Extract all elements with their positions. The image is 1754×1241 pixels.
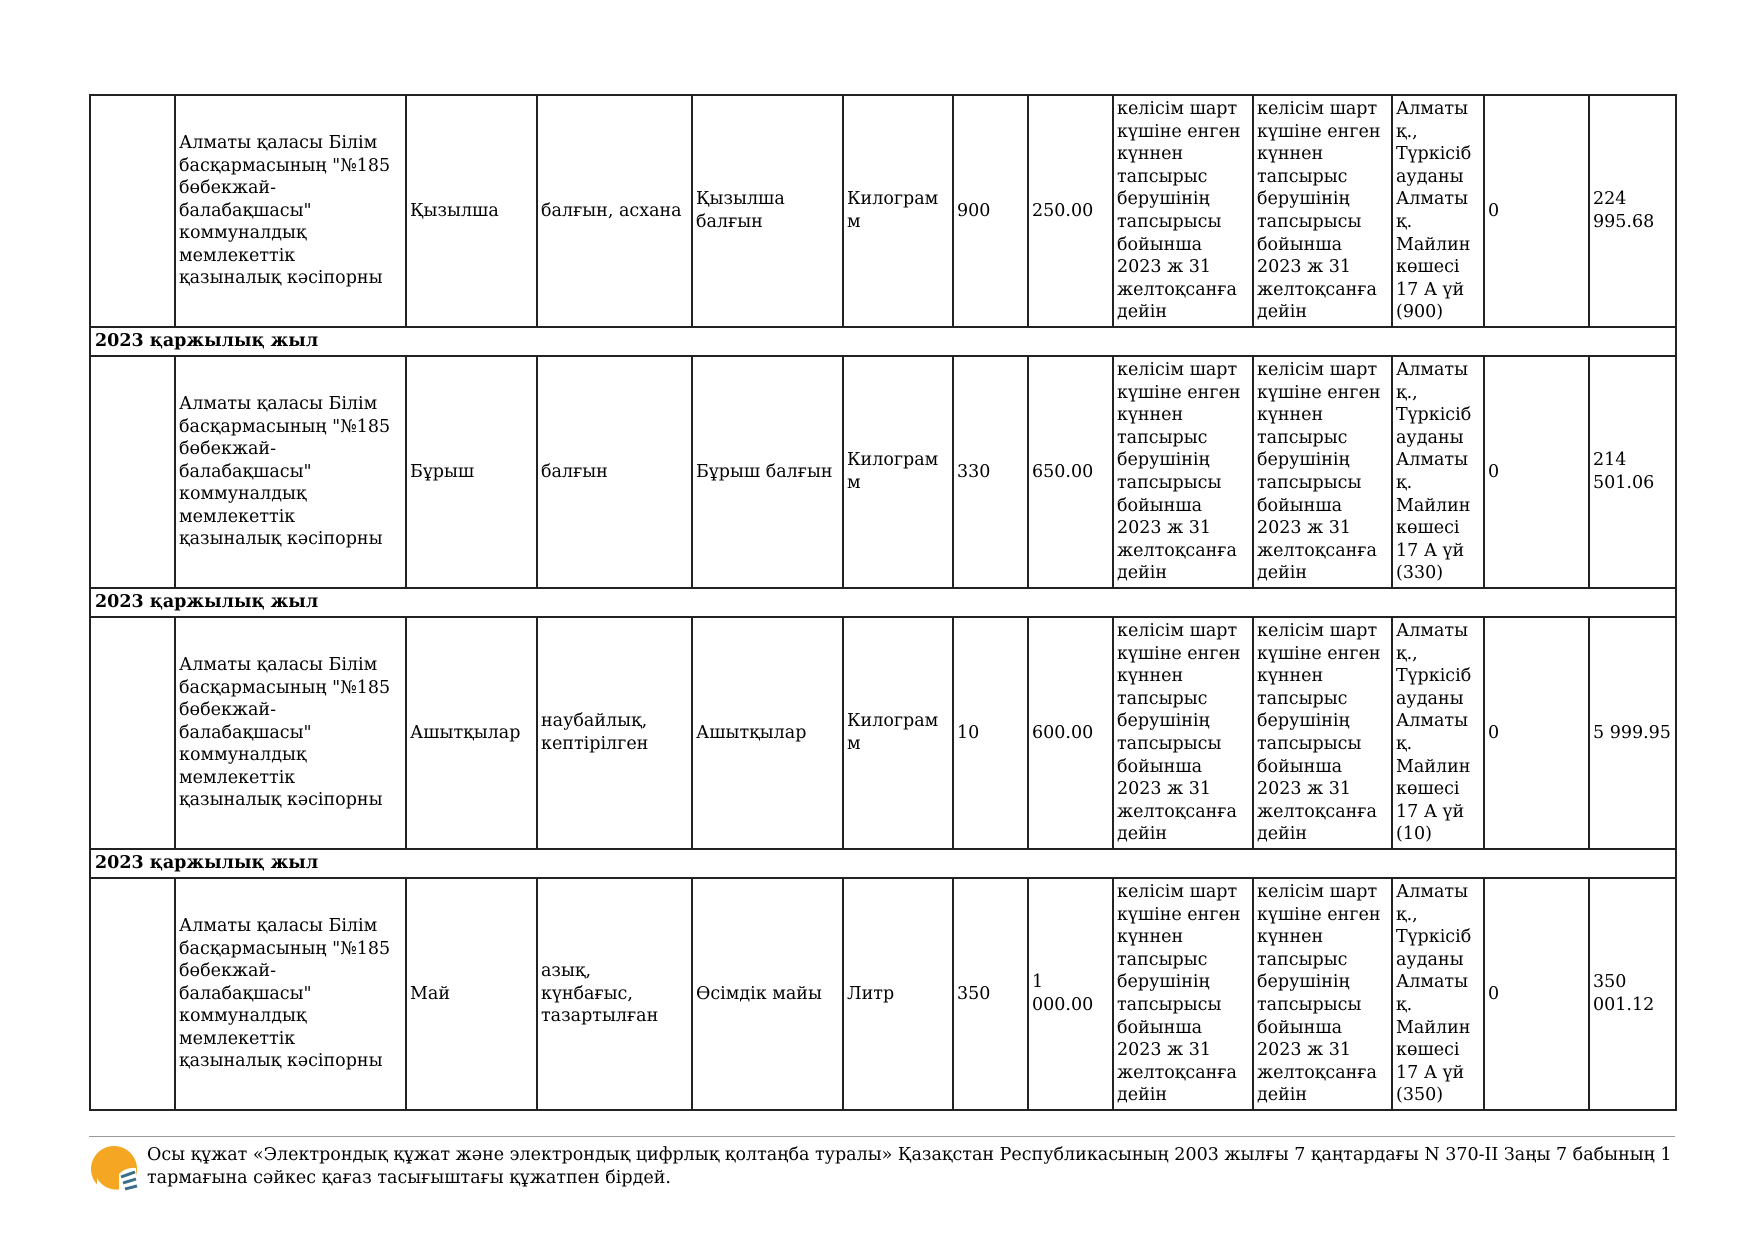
cell-supply-term: келісім шарт күшіне енген күннен тапсырыс берушінің тапсырысы бойынша 2023 ж 31 желтоқсанға дейін xyxy=(1253,878,1392,1110)
cell-customer: Алматы қаласы Білім басқармасының "№185 бөбекжай-балабақшасы" коммуналдық мемлекеттік қазыналық кәсіпорны xyxy=(175,356,406,588)
cell-quantity: 350 xyxy=(953,878,1028,1110)
cell-unit: Килограмм xyxy=(843,356,953,588)
cell-customer: Алматы қаласы Білім басқармасының "№185 бөбекжай-балабақшасы" коммуналдық мемлекеттік қазыналық кәсіпорны xyxy=(175,878,406,1110)
cell-item-characteristic: балғын, асхана xyxy=(537,95,692,327)
cell-supply-term: келісім шарт күшіне енген күннен тапсырыс берушінің тапсырысы бойынша 2023 ж 31 желтоқсанға дейін xyxy=(1253,356,1392,588)
table-row xyxy=(90,95,1676,327)
fiscal-year-label: 2023 қаржылық жыл xyxy=(90,327,1676,356)
document-footer xyxy=(89,1136,1675,1194)
egov-sun-logo-icon xyxy=(89,1144,139,1194)
cell-delivery-place: Алматы қ., Түркісіб ауданы Алматы қ. Майлин көшесі 17 А үй (330) xyxy=(1392,356,1484,588)
fiscal-year-label: 2023 қаржылық жыл xyxy=(90,849,1676,878)
cell-advance-payment: 0 xyxy=(1484,617,1589,849)
fiscal-year-row xyxy=(90,327,1676,356)
procurement-plan-table xyxy=(89,94,1677,1111)
procurement-plan-sheet xyxy=(89,94,1675,1111)
cell-advance-payment: 0 xyxy=(1484,878,1589,1110)
table-body xyxy=(90,95,1676,1110)
cell-row-number xyxy=(90,878,175,1110)
cell-item-description: Қызылша балғын xyxy=(692,95,843,327)
cell-total-amount: 224 995.68 xyxy=(1589,95,1676,327)
fiscal-year-row xyxy=(90,849,1676,878)
cell-unit-price: 250.00 xyxy=(1028,95,1113,327)
cell-row-number xyxy=(90,617,175,849)
cell-delivery-term: келісім шарт күшіне енген күннен тапсырыс берушінің тапсырысы бойынша 2023 ж 31 желтоқсанға дейін xyxy=(1113,356,1253,588)
cell-delivery-place: Алматы қ., Түркісіб ауданы Алматы қ. Майлин көшесі 17 А үй (900) xyxy=(1392,95,1484,327)
cell-total-amount: 5 999.95 xyxy=(1589,617,1676,849)
cell-supply-term: келісім шарт күшіне енген күннен тапсырыс берушінің тапсырысы бойынша 2023 ж 31 желтоқсанға дейін xyxy=(1253,95,1392,327)
table-row xyxy=(90,617,1676,849)
cell-advance-payment: 0 xyxy=(1484,356,1589,588)
cell-customer: Алматы қаласы Білім басқармасының "№185 бөбекжай-балабақшасы" коммуналдық мемлекеттік қазыналық кәсіпорны xyxy=(175,617,406,849)
cell-item-characteristic: наубайлық, кептірілген xyxy=(537,617,692,849)
cell-unit-price: 1 000.00 xyxy=(1028,878,1113,1110)
cell-item-name: Бұрыш xyxy=(406,356,537,588)
cell-item-name: Қызылша xyxy=(406,95,537,327)
cell-delivery-term: келісім шарт күшіне енген күннен тапсырыс берушінің тапсырысы бойынша 2023 ж 31 желтоқсанға дейін xyxy=(1113,95,1253,327)
cell-total-amount: 214 501.06 xyxy=(1589,356,1676,588)
cell-unit: Литр xyxy=(843,878,953,1110)
cell-advance-payment: 0 xyxy=(1484,95,1589,327)
cell-quantity: 10 xyxy=(953,617,1028,849)
cell-item-description: Ашытқылар xyxy=(692,617,843,849)
cell-delivery-term: келісім шарт күшіне енген күннен тапсырыс берушінің тапсырысы бойынша 2023 ж 31 желтоқсанға дейін xyxy=(1113,617,1253,849)
cell-item-characteristic: балғын xyxy=(537,356,692,588)
cell-unit-price: 650.00 xyxy=(1028,356,1113,588)
cell-item-name: Май xyxy=(406,878,537,1110)
cell-delivery-term: келісім шарт күшіне енген күннен тапсырыс берушінің тапсырысы бойынша 2023 ж 31 желтоқсанға дейін xyxy=(1113,878,1253,1110)
cell-item-description: Өсімдік майы xyxy=(692,878,843,1110)
cell-item-name: Ашытқылар xyxy=(406,617,537,849)
cell-item-characteristic: азық, күнбағыс, тазартылған xyxy=(537,878,692,1110)
cell-unit-price: 600.00 xyxy=(1028,617,1113,849)
cell-delivery-place: Алматы қ., Түркісіб ауданы Алматы қ. Майлин көшесі 17 А үй (350) xyxy=(1392,878,1484,1110)
cell-total-amount: 350 001.12 xyxy=(1589,878,1676,1110)
cell-delivery-place: Алматы қ., Түркісіб ауданы Алматы қ. Майлин көшесі 17 А үй (10) xyxy=(1392,617,1484,849)
legal-notice-text: Осы құжат «Электрондық құжат және электрондық цифрлық қолтаңба туралы» Қазақстан Республикасының 2003 жылғы 7 қаңтардағы N 370-II Заңы 7 бабының 1 тармағына сәйкес қағаз тасығыштағы құжатпен бірдей. xyxy=(147,1145,1672,1188)
cell-item-description: Бұрыш балғын xyxy=(692,356,843,588)
cell-customer: Алматы қаласы Білім басқармасының "№185 бөбекжай-балабақшасы" коммуналдық мемлекеттік қазыналық кәсіпорны xyxy=(175,95,406,327)
cell-unit: Килограмм xyxy=(843,617,953,849)
cell-row-number xyxy=(90,356,175,588)
cell-supply-term: келісім шарт күшіне енген күннен тапсырыс берушінің тапсырысы бойынша 2023 ж 31 желтоқсанға дейін xyxy=(1253,617,1392,849)
cell-row-number xyxy=(90,95,175,327)
cell-unit: Килограмм xyxy=(843,95,953,327)
table-row xyxy=(90,878,1676,1110)
table-row xyxy=(90,356,1676,588)
cell-quantity: 330 xyxy=(953,356,1028,588)
fiscal-year-row xyxy=(90,588,1676,617)
fiscal-year-label: 2023 қаржылық жыл xyxy=(90,588,1676,617)
cell-quantity: 900 xyxy=(953,95,1028,327)
